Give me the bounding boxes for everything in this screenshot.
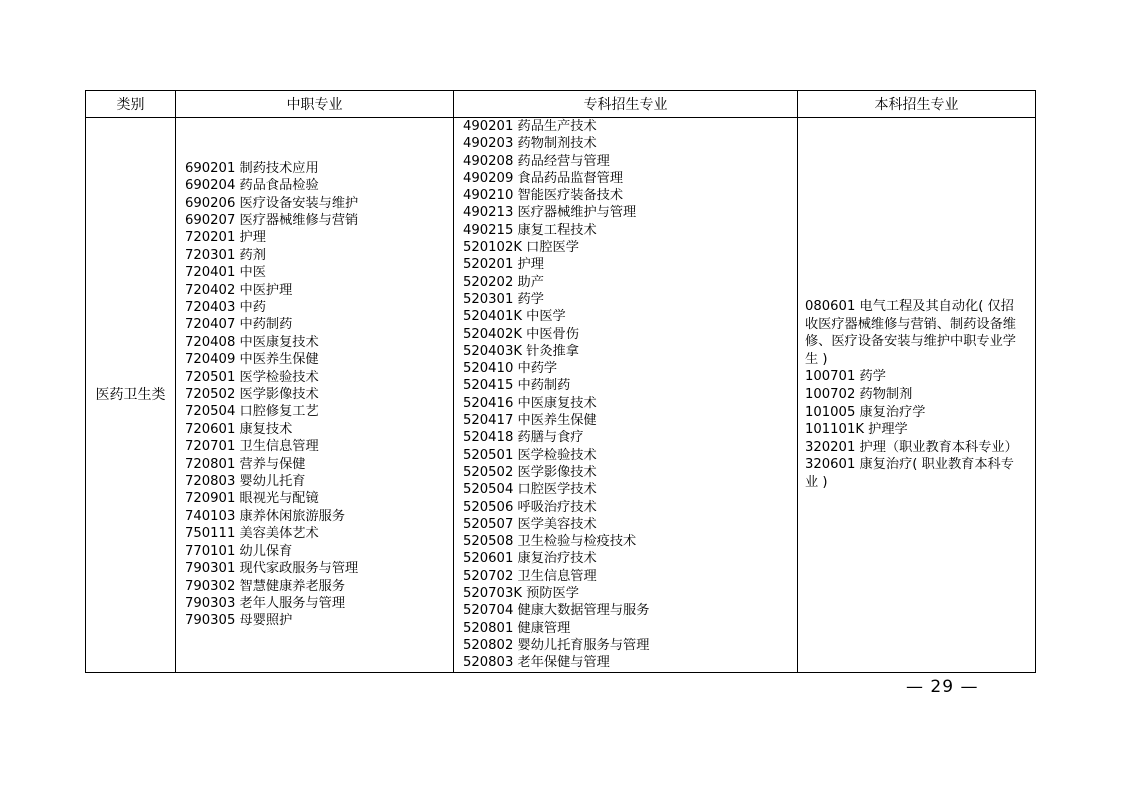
list-item: 320601 康复治疗( 职业教育本科专业 ): [805, 457, 1014, 490]
list-item: 520601 康复治疗技术: [463, 551, 597, 567]
list-item: 520508 卫生检验与检疫技术: [463, 534, 637, 550]
list-item: 520506 呼吸治疗技术: [463, 499, 597, 515]
list-item: 790302 智慧健康养老服务: [185, 578, 346, 594]
header-vocational-college: 专科招生专业: [454, 91, 798, 118]
list-item: 790303 老年人服务与管理: [185, 595, 346, 611]
list-item: 520102K 口腔医学: [463, 240, 579, 256]
category-cell: [86, 118, 176, 673]
list-item: 720801 营养与保健: [185, 456, 306, 472]
list-item: 720701 卫生信息管理: [185, 439, 319, 455]
major-catalog-table: [85, 90, 1036, 673]
list-item: 520803 老年保健与管理: [463, 655, 610, 671]
list-item: 790301 现代家政服务与管理: [185, 561, 359, 577]
vocational-college-list: [454, 118, 797, 672]
list-item: 490203 药物制剂技术: [463, 136, 597, 152]
list-item: 720901 眼视光与配镜: [185, 491, 319, 507]
list-item: 520416 中医康复技术: [463, 395, 597, 411]
bachelor-cell: [798, 118, 1036, 673]
list-item: 720407 中药制药: [185, 317, 293, 333]
list-item: 720402 中医护理: [185, 282, 293, 298]
list-item: 080601 电气工程及其自动化( 仅招收医疗器械维修与营销、制药设备维修、医疗设备安装与维护中职专业学生 ): [805, 298, 1016, 367]
list-item: 520410 中药学: [463, 361, 558, 377]
list-item: 520202 助产: [463, 274, 544, 290]
vocational-college-cell: [454, 118, 798, 673]
secondary-vocational-list: [176, 160, 453, 630]
list-item: 750111 美容美体艺术: [185, 526, 319, 542]
list-item: 720403 中药: [185, 300, 266, 316]
list-item: 690201 制药技术应用: [185, 160, 319, 176]
list-item: 490201 药品生产技术: [463, 119, 597, 134]
list-item: 490215 康复工程技术: [463, 222, 597, 238]
list-item: 520703K 预防医学: [463, 586, 579, 602]
list-item: 520802 婴幼儿托育服务与管理: [463, 637, 650, 653]
list-item: 490210 智能医疗装备技术: [463, 188, 624, 204]
list-item: 770101 幼儿保育: [185, 543, 293, 559]
list-item: 720803 婴幼儿托育: [185, 474, 306, 490]
list-item: 690204 药品食品检验: [185, 178, 319, 194]
list-item: 720502 医学影像技术: [185, 387, 319, 403]
list-item: 490209 食品药品监督管理: [463, 170, 624, 186]
list-item: 720501 医学检验技术: [185, 369, 319, 385]
table-header-row: [86, 91, 1036, 118]
list-item: 720408 中医康复技术: [185, 334, 319, 350]
list-item: 520704 健康大数据管理与服务: [463, 603, 650, 619]
list-item: 720409 中医养生保健: [185, 352, 319, 368]
list-item: 720201 护理: [185, 230, 266, 246]
list-item: 320201 护理（职业教育本科专业）: [805, 439, 1018, 455]
category-label: 医药卫生类: [95, 386, 166, 403]
bachelor-list: [805, 298, 1027, 492]
list-item: 520504 口腔医学技术: [463, 482, 597, 498]
list-item: 720401 中医: [185, 265, 266, 281]
list-item: 520418 药膳与食疗: [463, 430, 584, 446]
list-item: 520417 中医养生保健: [463, 413, 597, 429]
list-item: 740103 康养休闲旅游服务: [185, 508, 346, 524]
list-item: 100701 药学: [805, 369, 886, 385]
list-item: 101101K 护理学: [805, 422, 908, 438]
list-item: 790305 母婴照护: [185, 613, 293, 629]
list-item: 520507 医学美容技术: [463, 516, 597, 532]
list-item: 720504 口腔修复工艺: [185, 404, 319, 420]
list-item: 720601 康复技术: [185, 421, 293, 437]
list-item: 490208 药品经营与管理: [463, 153, 610, 169]
list-item: 520301 药学: [463, 291, 544, 307]
list-item: 520801 健康管理: [463, 620, 571, 636]
list-item: 520415 中药制药: [463, 378, 571, 394]
list-item: 100702 药物制剂: [805, 386, 913, 402]
secondary-vocational-cell: [176, 118, 454, 673]
page-number: — 29 —: [906, 677, 979, 697]
header-category: 类别: [86, 91, 176, 118]
table-row: [86, 118, 1036, 673]
list-item: 520201 护理: [463, 257, 544, 273]
list-item: 720301 药剂: [185, 247, 266, 263]
header-bachelor: 本科招生专业: [798, 91, 1036, 118]
list-item: 490213 医疗器械维护与管理: [463, 205, 637, 221]
list-item: 520401K 中医学: [463, 309, 566, 325]
list-item: 520501 医学检验技术: [463, 447, 597, 463]
list-item: 520403K 针灸推拿: [463, 343, 579, 359]
header-secondary-vocational: 中职专业: [176, 91, 454, 118]
list-item: 690207 医疗器械维修与营销: [185, 212, 359, 228]
list-item: 520402K 中医骨伤: [463, 326, 579, 342]
list-item: 690206 医疗设备安装与维护: [185, 195, 359, 211]
list-item: 101005 康复治疗学: [805, 404, 926, 420]
list-item: 520502 医学影像技术: [463, 464, 597, 480]
list-item: 520702 卫生信息管理: [463, 568, 597, 584]
